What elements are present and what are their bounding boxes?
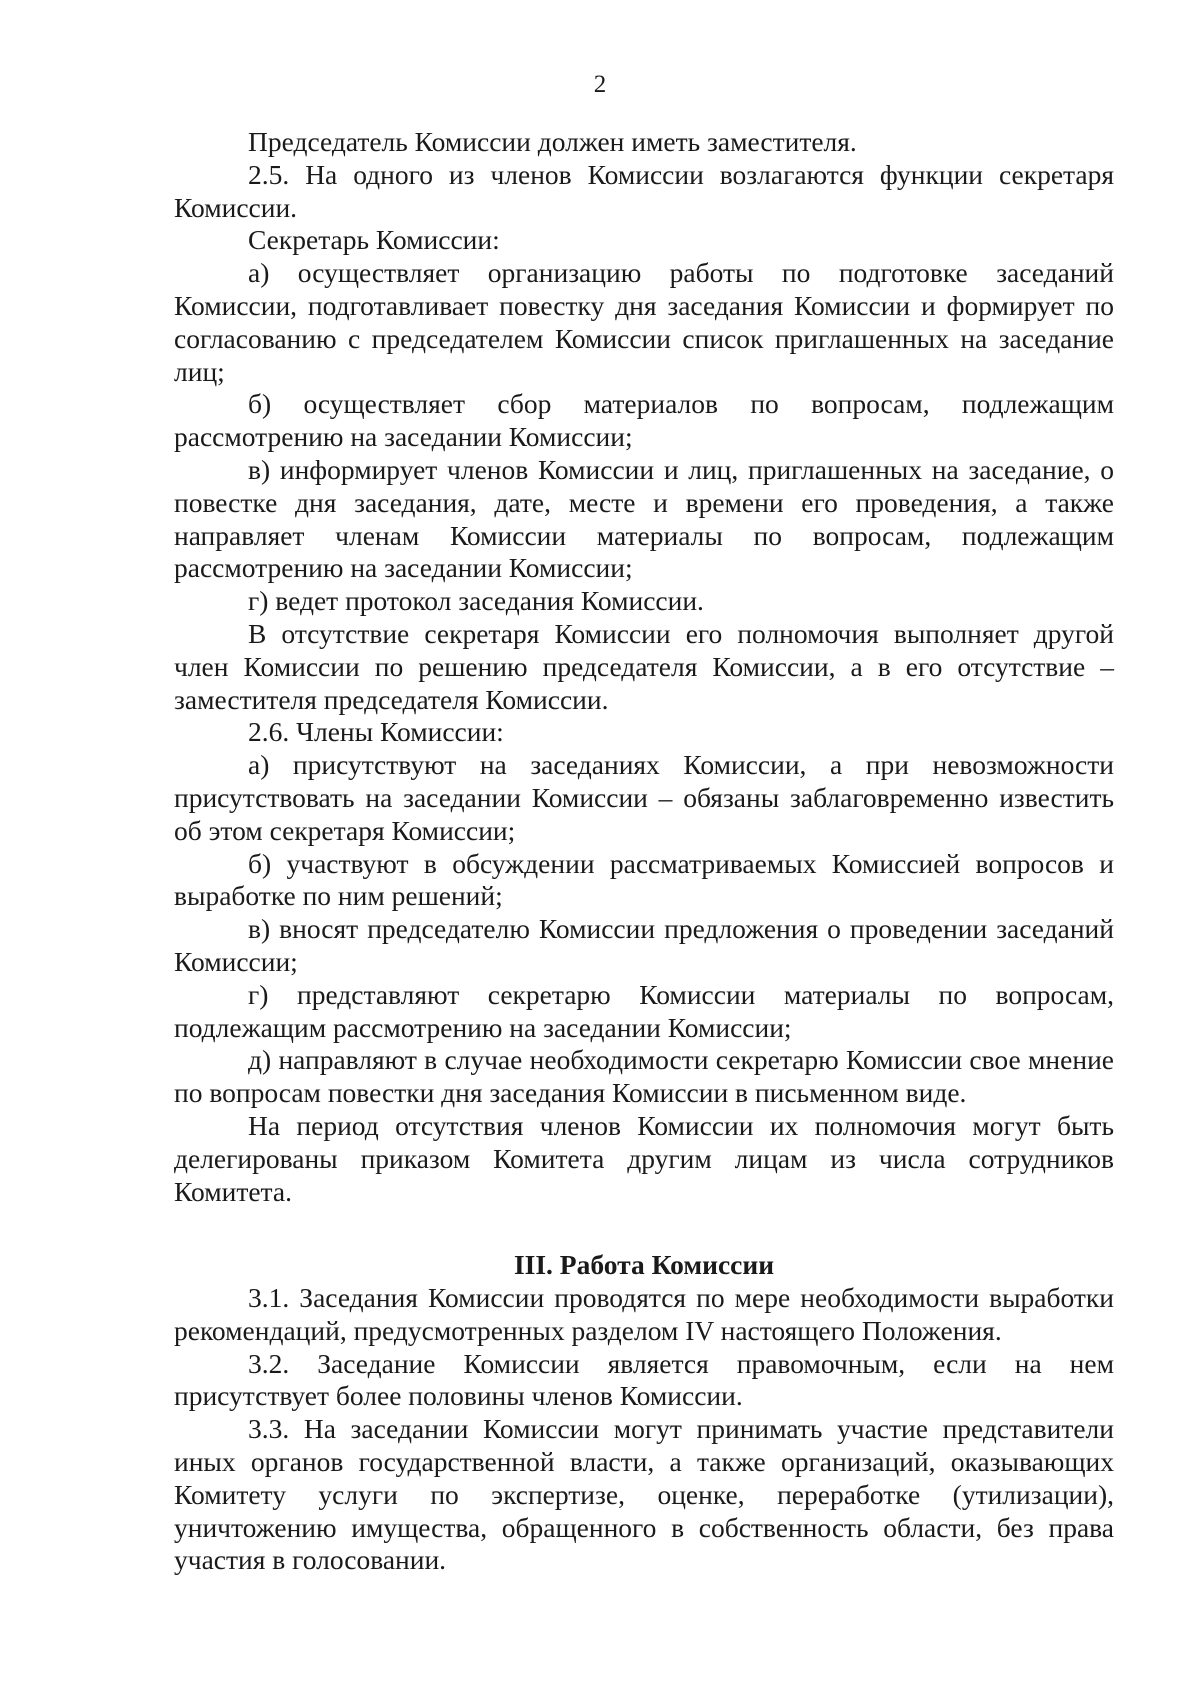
paragraph: 3.3. На заседании Комиссии могут принимать участие представители иных органов государственной власти, а также организаций, оказывающих Комитету услуги по экспертизе, оценке, переработке (утилизации), уничтожению имущества, обращенного в собственность области, без права участия в голосовании. [174,1413,1114,1576]
paragraph: 3.2. Заседание Комиссии является правомочным, если на нем присутствует более половины членов Комиссии. [174,1347,1114,1412]
paragraph: Секретарь Комиссии: [248,224,500,256]
paragraph: Председатель Комиссии должен иметь заместителя. [248,126,857,157]
paragraph: а) осуществляет организацию работы по подготовке заседаний Комиссии, подготавливает повестку дня заседания Комиссии и формирует по согласованию с председателем Комиссии список приглашенных на заседание лиц; [174,257,1114,387]
document-body [174,126,1114,1577]
paragraph: 2.5. На одного из членов Комиссии возлагаются функции секретаря Комиссии. [174,158,1114,223]
paragraph: д) направляют в случае необходимости секретарю Комиссии свое мнение по вопросам повестки дня заседания Комиссии в письменном виде. [174,1044,1114,1109]
paragraph: б) осуществляет сбор материалов по вопросам, подлежащим рассмотрению на заседании Комиссии; [174,388,1114,453]
paragraph: 3.1. Заседания Комиссии проводятся по мере необходимости выработки рекомендаций, предусмотренных разделом IV настоящего Положения. [174,1282,1114,1346]
page-number: 2 [593,71,607,98]
paragraph: На период отсутствия членов Комиссии их полномочия могут быть делегированы приказом Комитета другим лицам из числа сотрудников Комитета. [174,1109,1114,1207]
paragraph: б) участвуют в обсуждении рассматриваемых Комиссией вопросов и выработке по ним решений; [174,847,1114,912]
section-heading: III. Работа Комиссии [513,1249,775,1281]
paragraph: в) информирует членов Комиссии и лиц, приглашенных на заседание, о повестке дня заседания, дате, месте и времени его проведения, а также направляет членам Комиссии материалы по вопросам, подлежащим рассмотрению на заседании Комиссии; [174,453,1114,584]
paragraph: В отсутствие секретаря Комиссии его полномочия выполняет другой член Комиссии по решению председателя Комиссии, а в его отсутствие – заместителя председателя Комиссии. [174,617,1114,715]
paragraph: 2.6. Члены Комиссии: [248,716,504,748]
paragraph: г) представляют секретарю Комиссии материалы по вопросам, подлежащим рассмотрению на заседании Комиссии; [174,978,1114,1043]
paragraph: в) вносят председателю Комиссии предложения о проведении заседаний Комиссии; [174,913,1114,977]
paragraph: а) присутствуют на заседаниях Комиссии, а при невозможности присутствовать на заседании Комиссии – обязаны заблаговременно известить об этом секретаря Комиссии; [174,749,1114,846]
paragraph: г) ведет протокол заседания Комиссии. [248,585,704,617]
